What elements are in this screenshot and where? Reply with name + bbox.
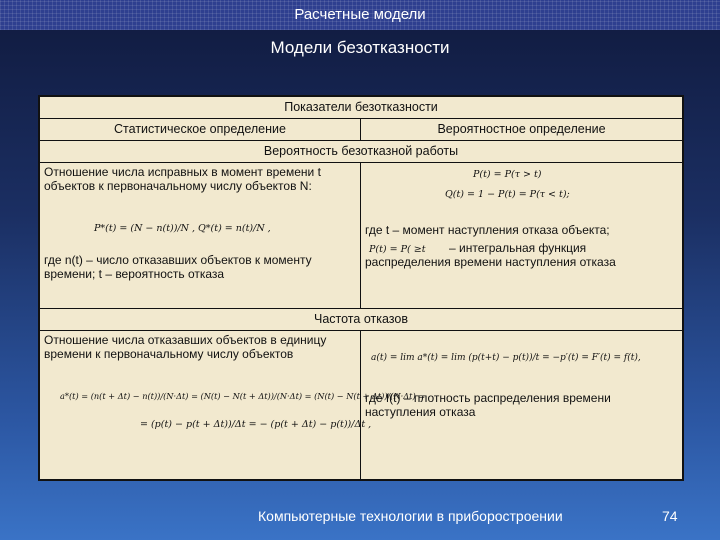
table-title: Показатели безотказности: [284, 100, 438, 114]
footer-text: Компьютерные технологии в приборостроении: [258, 508, 563, 524]
section2-title-row: [40, 309, 682, 331]
section2-title: Частота отказов: [314, 312, 408, 326]
section1-right-text: где t – момент наступления отказа объекта;: [365, 223, 610, 237]
page-number: 74: [662, 508, 678, 524]
section2-left-text: Отношение числа отказавших объектов в единицу времени к первоначальному числу объектов: [44, 333, 327, 361]
section1-right-text-2: – интегральная функция распределения времени наступления отказа: [365, 241, 616, 269]
section2-row: [40, 331, 682, 479]
col-header-statistical: Статистическое определение: [40, 119, 361, 140]
section2-left-formula-1: a*(t) = (n(t + Δt) − n(t))/(N·Δt) = (N(t) − N(t + Δt))/(N·Δt) = (N(t) − N(t + Δt))/(N·Δt) =: [60, 391, 426, 401]
table-columns-row: [40, 119, 682, 141]
section1-row: [40, 163, 682, 309]
section2-left-formula-2: = (p(t) − p(t + Δt))/Δt = − (p(t + Δt) − p(t))/Δt ,: [140, 419, 372, 430]
section1-left-text: Отношение числа исправных в момент времени t объектов к первоначальному числу объектов N:: [44, 165, 321, 193]
section1-left-note: где n(t) – число отказавших объектов к моменту времени; t – вероятность отказа: [44, 253, 312, 281]
section1-left-cell: [40, 163, 361, 308]
section2-right-formula: a(t) = lim a*(t) = lim (p(t+t) − p(t))/t = −p′(t) = F′(t) = f(t),: [371, 353, 641, 363]
header-title: Расчетные модели: [294, 6, 426, 23]
section1-right-formula-1: P(t) = P(τ > t): [473, 169, 542, 180]
table-title-row: [40, 97, 682, 119]
section1-title-row: [40, 141, 682, 163]
header-bar: [0, 0, 720, 30]
slide-title: Модели безотказности: [270, 38, 450, 57]
section1-right-formula-2: Q(t) = 1 − P(t) = P(τ < t);: [445, 189, 570, 200]
section1-right-formula-3: P(t) = P( ≥t: [369, 244, 426, 255]
col-header-probabilistic: Вероятностное определение: [437, 122, 606, 136]
section1-right-cell: [361, 163, 682, 308]
section2-right-cell: [361, 331, 682, 479]
section2-left-cell: [40, 331, 426, 479]
reliability-table: [38, 95, 684, 481]
section1-title: Вероятность безотказной работы: [263, 144, 459, 158]
section1-left-formula: P*(t) = (N − n(t))/N , Q*(t) = n(t)/N ,: [94, 223, 271, 234]
section2-right-text: где f(t) – плотность распределения времени наступления отказа: [365, 391, 611, 419]
